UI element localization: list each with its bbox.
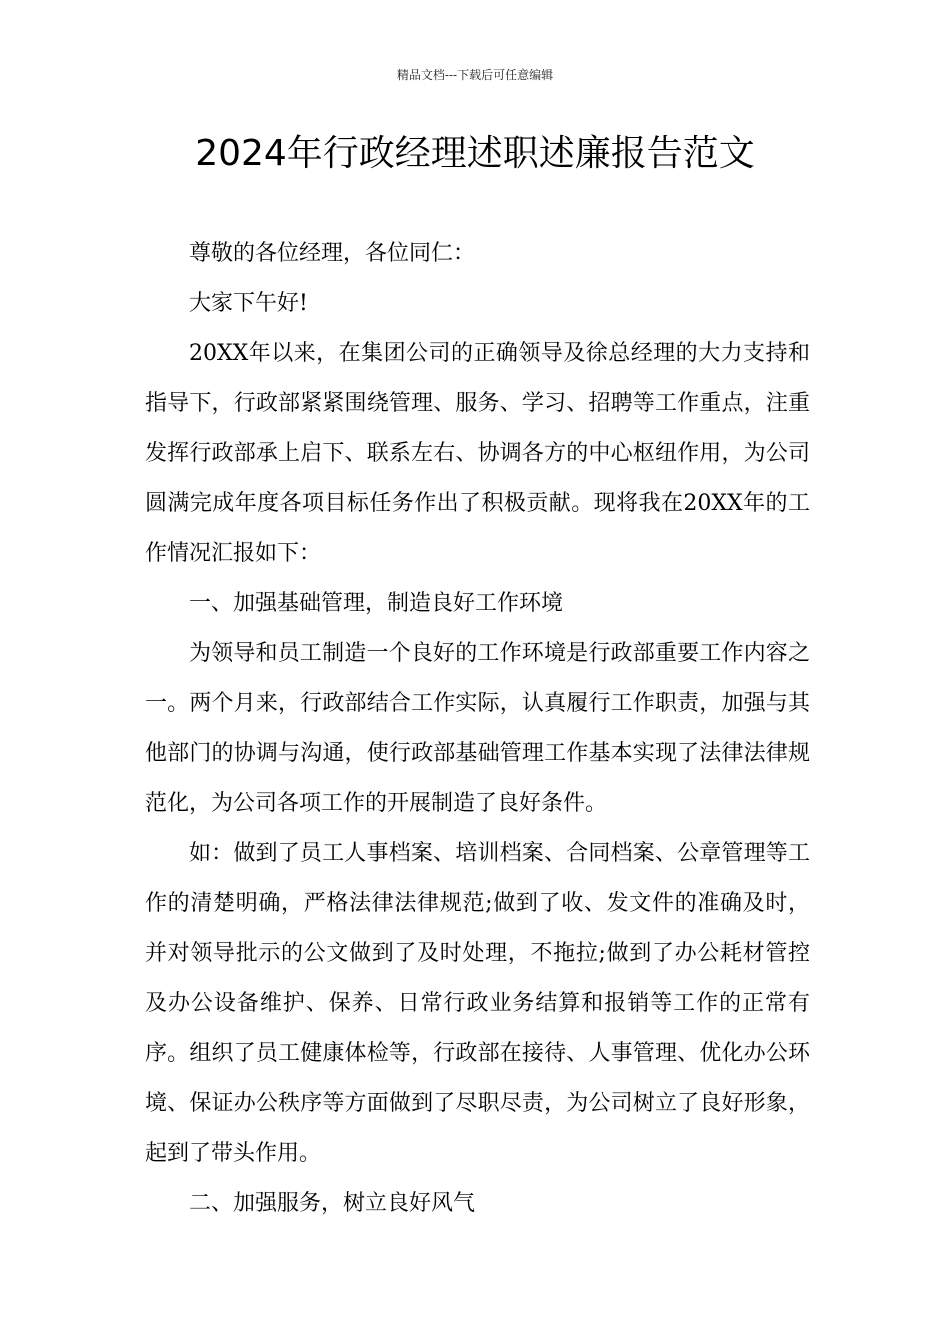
- body-paragraph: 为领导和员工制造一个良好的工作环境是行政部重要工作内容之一。两个月来，行政部结合工作实际，认真履行工作职责，加强与其他部门的协调与沟通，使行政部基础管理工作基本实现了法律法律规范化，为公司各项工作的开展制造了良好条件。: [145, 641, 810, 816]
- document-title: 2024年行政经理述职述廉报告范文: [195, 133, 755, 174]
- body-paragraph: 如：做到了员工人事档案、培训档案、合同档案、公章管理等工作的清楚明确，严格法律法律规范;做到了收、发文件的准确及时，并对领导批示的公文做到了及时处理，不拖拉;做到了办公耗材管控及办公设备维护、保养、日常行政业务结算和报销等工作的正常有序。组织了员工健康体检等，行政部在接待、人事管理、优化办公环境、保证办公秩序等方面做到了尽职尽责，为公司树立了良好形象，起到了带头作用。: [145, 841, 810, 1166]
- page-header-note: 精品文档---下载后可任意编辑: [396, 68, 554, 82]
- greeting-paragraph: 大家下午好!: [189, 291, 308, 316]
- intro-paragraph: 20XX年以来，在集团公司的正确领导及徐总经理的大力支持和指导下，行政部紧紧围绕管理、服务、学习、招聘等工作重点，注重发挥行政部承上启下、联系左右、协调各方的中心枢纽作用，为公司圆满完成年度各项目标任务作出了积极贡献。现将我在20XX年的工作情况汇报如下：: [145, 341, 810, 566]
- section-heading-1: 一、加强基础管理，制造良好工作环境: [189, 591, 564, 616]
- salutation-paragraph: 尊敬的各位经理，各位同仁：: [189, 241, 476, 266]
- document-body: [145, 229, 810, 1229]
- section-heading-2: 二、加强服务，树立良好风气: [189, 1191, 476, 1216]
